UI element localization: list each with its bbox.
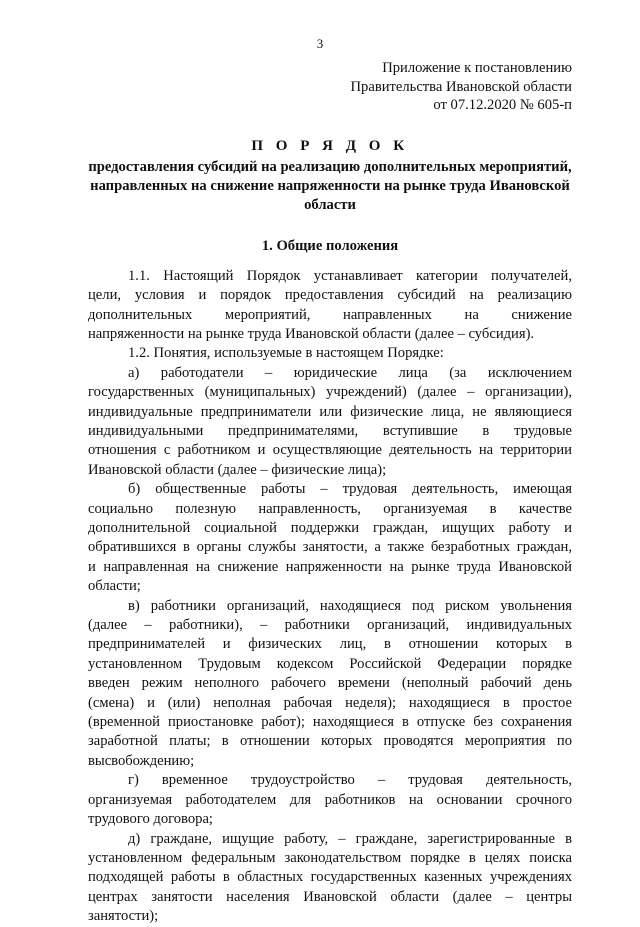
paragraph-line: б) общественные работы – трудовая деятельность, имеющая <box>128 481 572 498</box>
paragraph-line: подходящей работы в областных государственных казенных учреждениях <box>88 869 572 886</box>
document-subtitle: предоставления субсидий на реализацию дополнительных мероприятий, направленных на снижение напряженности на рынке труда Ивановской области <box>88 159 572 214</box>
paragraph <box>88 830 572 927</box>
paragraph-line: занятости); <box>88 908 159 925</box>
section-body <box>88 267 572 927</box>
paragraph-line: напряженности на рынке труда Ивановской области (далее – субсидия). <box>88 325 535 342</box>
paragraph-line: отношения с работником и осуществляющие деятельность на территории <box>88 442 572 459</box>
paragraph-line: 1.1. Настоящий Порядок устанавливает категории получателей, <box>128 267 572 284</box>
page-number: 3 <box>316 36 324 51</box>
paragraph-line: г) временное трудоустройство – трудовая деятельность, <box>128 772 572 789</box>
paragraph-line: индивидуальными предпринимателями, вступившие в трудовые <box>88 422 572 439</box>
paragraph-line: (далее – работники), – работники организаций, индивидуальных <box>88 617 572 634</box>
appendix-line: Приложение к постановлению <box>382 60 572 77</box>
paragraph-line: введен режим неполного рабочего времени (неполный рабочий день <box>88 675 572 692</box>
paragraph-line: дополнительной социальной поддержки граждан, ищущих работу и <box>88 520 572 536</box>
section-heading: 1. Общие положения <box>261 238 399 255</box>
paragraph-line: трудового договора; <box>88 811 213 828</box>
paragraph-line: государственных (муниципальных) учреждений) (далее – организации), <box>88 384 572 401</box>
paragraph-line: цели, условия и порядок предоставления субсидий на реализацию <box>88 287 572 304</box>
appendix-line: Правительства Ивановской области <box>350 78 572 95</box>
paragraph-line: обратившихся в органы службы занятости, а также безработных граждан, <box>88 539 572 556</box>
paragraph-line: предпринимателей и физических лиц, в отношении которых в <box>88 636 572 653</box>
paragraph-line: Ивановской области (далее – физические лица); <box>88 461 387 478</box>
appendix-line: от 07.12.2020 № 605-п <box>433 97 572 114</box>
paragraph-line: установленном федеральным законодательством порядке в целях поиска <box>88 849 572 866</box>
paragraph-line: социально полезную направленность, организуемая в качестве <box>88 500 572 517</box>
paragraph-line: в) работники организаций, находящиеся под риском увольнения <box>128 597 572 614</box>
paragraph <box>88 364 572 480</box>
paragraph <box>88 480 572 596</box>
paragraph-line: заработной платы; в отношении которых проводятся мероприятия по <box>88 733 572 750</box>
paragraph-line: 1.2. Понятия, используемые в настоящем Порядке: <box>128 345 444 362</box>
paragraph-line: (временной приостановке работ); находящиеся в отпуске без сохранения <box>88 714 572 731</box>
paragraph-line: и направленная на снижение напряженности на рынке труда Ивановской <box>88 558 572 575</box>
paragraph <box>88 771 572 829</box>
paragraph-line: центрах занятости населения Ивановской области (далее – центры <box>88 888 572 905</box>
paragraph-line: дополнительных мероприятий, направленных на снижение <box>88 306 572 323</box>
appendix-note <box>88 59 572 115</box>
paragraph <box>88 267 572 345</box>
paragraph-line: д) граждане, ищущие работу, – граждане, зарегистрированные в <box>128 830 572 847</box>
paragraph <box>88 597 572 772</box>
paragraph-line: установленном Трудовым кодексом Российской Федерации порядке <box>88 655 572 672</box>
paragraph-line: области; <box>88 578 141 595</box>
paragraph-line: индивидуальные предприниматели или физические лица, не являющиеся <box>88 403 572 420</box>
paragraph-line: организуемая работодателем для работников на основании срочного <box>88 791 572 808</box>
paragraph-line: высвобождению; <box>88 752 195 769</box>
paragraph <box>88 344 572 363</box>
paragraph-line: (смена) и (или) неполная рабочая неделя); находящиеся в простое <box>88 694 572 711</box>
paragraph-line: а) работодатели – юридические лица (за исключением <box>128 364 572 381</box>
document-title: П О Р Я Д О К <box>251 137 409 154</box>
